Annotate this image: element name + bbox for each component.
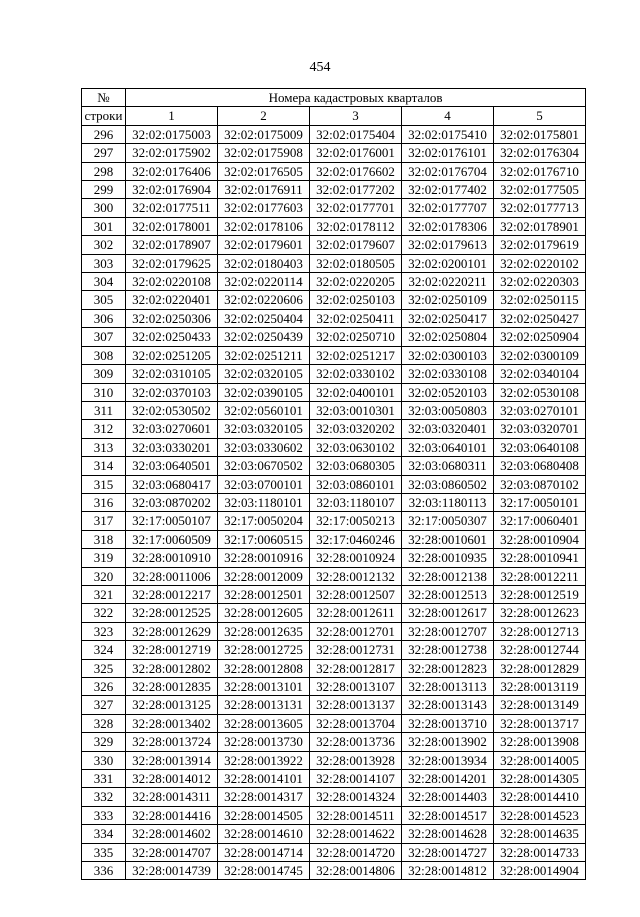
table-row [82, 217, 586, 235]
table-row [82, 696, 586, 714]
cadastral-number-cell: 32:03:0860502 [402, 475, 494, 493]
cadastral-number-cell: 32:28:0014101 [218, 770, 310, 788]
cadastral-number-cell: 32:28:0012623 [494, 604, 586, 622]
table-row [82, 457, 586, 475]
cadastral-number-cell: 32:02:0250417 [402, 309, 494, 327]
cadastral-number-cell: 32:02:0220211 [402, 273, 494, 291]
cadastral-number-cell: 32:02:0520103 [402, 383, 494, 401]
cadastral-number-cell: 32:02:0178112 [310, 217, 402, 235]
cadastral-number-cell: 32:28:0014511 [310, 806, 402, 824]
cadastral-number-cell: 32:02:0177402 [402, 181, 494, 199]
row-number-cell: 317 [82, 512, 126, 530]
row-number-cell: 310 [82, 383, 126, 401]
cadastral-number-cell: 32:28:0014201 [402, 770, 494, 788]
cadastral-number-cell: 32:28:0014745 [218, 862, 310, 880]
cadastral-number-cell: 32:02:0251211 [218, 346, 310, 364]
cadastral-number-cell: 32:28:0014107 [310, 770, 402, 788]
cadastral-number-cell: 32:17:0060515 [218, 530, 310, 548]
cadastral-number-cell: 32:17:0050204 [218, 512, 310, 530]
cadastral-number-cell: 32:28:0012713 [494, 622, 586, 640]
cadastral-number-cell: 32:28:0013934 [402, 751, 494, 769]
row-number-cell: 315 [82, 475, 126, 493]
table-row [82, 825, 586, 843]
row-number-cell: 298 [82, 162, 126, 180]
cadastral-number-cell: 32:03:0640108 [494, 438, 586, 456]
cadastral-number-cell: 32:02:0250710 [310, 328, 402, 346]
cadastral-number-cell: 32:03:0670502 [218, 457, 310, 475]
table-row [82, 714, 586, 732]
cadastral-number-cell: 32:28:0013131 [218, 696, 310, 714]
row-number-cell: 303 [82, 254, 126, 272]
cadastral-number-cell: 32:28:0013107 [310, 678, 402, 696]
table-row [82, 843, 586, 861]
cadastral-number-cell: 32:02:0176904 [126, 181, 218, 199]
cadastral-quarters-table [81, 88, 586, 880]
cadastral-number-cell: 32:03:0870202 [126, 493, 218, 511]
cadastral-number-cell: 32:28:0012808 [218, 659, 310, 677]
table-row [82, 199, 586, 217]
cadastral-number-cell: 32:02:0175003 [126, 125, 218, 143]
table-row [82, 751, 586, 769]
cadastral-number-cell: 32:02:0176406 [126, 162, 218, 180]
cadastral-number-cell: 32:28:0014635 [494, 825, 586, 843]
cadastral-number-cell: 32:28:0012701 [310, 622, 402, 640]
cadastral-number-cell: 32:28:0014324 [310, 788, 402, 806]
cadastral-number-cell: 32:28:0014305 [494, 770, 586, 788]
cadastral-number-cell: 32:28:0013914 [126, 751, 218, 769]
cadastral-number-cell: 32:03:0640501 [126, 457, 218, 475]
cadastral-number-cell: 32:28:0012725 [218, 641, 310, 659]
cadastral-number-cell: 32:28:0014904 [494, 862, 586, 880]
cadastral-number-cell: 32:28:0013908 [494, 733, 586, 751]
cadastral-number-cell: 32:28:0013710 [402, 714, 494, 732]
row-number-cell: 324 [82, 641, 126, 659]
cadastral-number-cell: 32:02:0330108 [402, 365, 494, 383]
table-row [82, 788, 586, 806]
column-number-header: 4 [402, 107, 494, 125]
cadastral-number-cell: 32:02:0177603 [218, 199, 310, 217]
cadastral-number-cell: 32:28:0014410 [494, 788, 586, 806]
cadastral-number-cell: 32:02:0178106 [218, 217, 310, 235]
row-number-cell: 319 [82, 549, 126, 567]
table-row [82, 733, 586, 751]
cadastral-number-cell: 32:28:0013149 [494, 696, 586, 714]
cadastral-number-cell: 32:02:0178907 [126, 236, 218, 254]
row-number-header-label: строки [82, 107, 126, 125]
cadastral-number-cell: 32:28:0014523 [494, 806, 586, 824]
cadastral-number-cell: 32:03:0320401 [402, 420, 494, 438]
cadastral-number-cell: 32:02:0179625 [126, 254, 218, 272]
row-number-cell: 305 [82, 291, 126, 309]
cadastral-number-cell: 32:28:0010601 [402, 530, 494, 548]
cadastral-number-cell: 32:28:0012132 [310, 567, 402, 585]
cadastral-number-cell: 32:02:0250427 [494, 309, 586, 327]
row-number-cell: 299 [82, 181, 126, 199]
cadastral-number-cell: 32:28:0012138 [402, 567, 494, 585]
row-number-cell: 306 [82, 309, 126, 327]
cadastral-number-cell: 32:28:0012525 [126, 604, 218, 622]
cadastral-number-cell: 32:28:0012211 [494, 567, 586, 585]
cadastral-number-cell: 32:02:0320105 [218, 365, 310, 383]
cadastral-number-cell: 32:28:0012744 [494, 641, 586, 659]
table-row [82, 622, 586, 640]
cadastral-number-cell: 32:28:0014628 [402, 825, 494, 843]
row-number-cell: 296 [82, 125, 126, 143]
cadastral-number-cell: 32:28:0014317 [218, 788, 310, 806]
cadastral-number-cell: 32:02:0530502 [126, 401, 218, 419]
cadastral-number-cell: 32:28:0012829 [494, 659, 586, 677]
cadastral-number-cell: 32:03:0320105 [218, 420, 310, 438]
cadastral-number-cell: 32:17:0060401 [494, 512, 586, 530]
cadastral-number-cell: 32:02:0390105 [218, 383, 310, 401]
cadastral-number-cell: 32:02:0250103 [310, 291, 402, 309]
cadastral-number-cell: 32:02:0175404 [310, 125, 402, 143]
cadastral-number-cell: 32:02:0177713 [494, 199, 586, 217]
table-row [82, 641, 586, 659]
cadastral-number-cell: 32:17:0050213 [310, 512, 402, 530]
cadastral-number-cell: 32:28:0012519 [494, 585, 586, 603]
cadastral-number-cell: 32:17:0050307 [402, 512, 494, 530]
cadastral-number-cell: 32:03:0330602 [218, 438, 310, 456]
cadastral-number-cell: 32:28:0011006 [126, 567, 218, 585]
cadastral-number-cell: 32:03:0320701 [494, 420, 586, 438]
column-number-header: 5 [494, 107, 586, 125]
cadastral-number-cell: 32:02:0176602 [310, 162, 402, 180]
cadastral-number-cell: 32:02:0180403 [218, 254, 310, 272]
cadastral-number-cell: 32:28:0010904 [494, 530, 586, 548]
cadastral-number-cell: 32:28:0014610 [218, 825, 310, 843]
row-number-header-symbol: № [82, 89, 126, 107]
cadastral-number-cell: 32:02:0176704 [402, 162, 494, 180]
cadastral-number-cell: 32:02:0176505 [218, 162, 310, 180]
cadastral-number-cell: 32:02:0179619 [494, 236, 586, 254]
cadastral-number-cell: 32:02:0178901 [494, 217, 586, 235]
row-number-cell: 332 [82, 788, 126, 806]
cadastral-number-cell: 32:28:0013730 [218, 733, 310, 751]
cadastral-number-cell: 32:28:0014714 [218, 843, 310, 861]
cadastral-number-cell: 32:02:0177505 [494, 181, 586, 199]
cadastral-number-cell: 32:28:0013724 [126, 733, 218, 751]
row-number-cell: 321 [82, 585, 126, 603]
cadastral-number-cell: 32:02:0200101 [402, 254, 494, 272]
row-number-cell: 323 [82, 622, 126, 640]
cadastral-number-cell: 32:28:0012629 [126, 622, 218, 640]
cadastral-number-cell: 32:28:0014517 [402, 806, 494, 824]
cadastral-number-cell: 32:02:0175801 [494, 125, 586, 143]
cadastral-numbers-header: Номера кадастровых кварталов [126, 89, 586, 107]
column-number-header: 1 [126, 107, 218, 125]
cadastral-number-cell: 32:28:0014739 [126, 862, 218, 880]
row-number-cell: 328 [82, 714, 126, 732]
column-number-header: 2 [218, 107, 310, 125]
cadastral-number-cell: 32:28:0013902 [402, 733, 494, 751]
cadastral-number-cell: 32:02:0178001 [126, 217, 218, 235]
table-row [82, 862, 586, 880]
cadastral-number-cell: 32:02:0178306 [402, 217, 494, 235]
cadastral-number-cell: 32:28:0012501 [218, 585, 310, 603]
table-row [82, 420, 586, 438]
cadastral-number-cell: 32:28:0012835 [126, 678, 218, 696]
cadastral-number-cell: 32:02:0251217 [310, 346, 402, 364]
cadastral-number-cell: 32:28:0012731 [310, 641, 402, 659]
cadastral-number-cell: 32:28:0014311 [126, 788, 218, 806]
cadastral-number-cell: 32:02:0220108 [126, 273, 218, 291]
cadastral-number-cell: 32:03:0320202 [310, 420, 402, 438]
table-row [82, 346, 586, 364]
cadastral-number-cell: 32:28:0013605 [218, 714, 310, 732]
cadastral-number-cell: 32:28:0010910 [126, 549, 218, 567]
row-number-cell: 307 [82, 328, 126, 346]
cadastral-number-cell: 32:02:0177707 [402, 199, 494, 217]
table-row [82, 144, 586, 162]
cadastral-number-cell: 32:03:0270601 [126, 420, 218, 438]
cadastral-number-cell: 32:28:0014416 [126, 806, 218, 824]
cadastral-number-cell: 32:28:0010935 [402, 549, 494, 567]
cadastral-number-cell: 32:03:0860101 [310, 475, 402, 493]
table-row [82, 530, 586, 548]
cadastral-number-cell: 32:28:0014622 [310, 825, 402, 843]
cadastral-number-cell: 32:28:0010916 [218, 549, 310, 567]
cadastral-number-cell: 32:28:0014602 [126, 825, 218, 843]
cadastral-number-cell: 32:02:0220102 [494, 254, 586, 272]
table-row [82, 273, 586, 291]
cadastral-number-cell: 32:02:0250306 [126, 309, 218, 327]
cadastral-number-cell: 32:02:0340104 [494, 365, 586, 383]
cadastral-number-cell: 32:02:0300109 [494, 346, 586, 364]
column-number-header: 3 [310, 107, 402, 125]
cadastral-number-cell: 32:28:0013119 [494, 678, 586, 696]
cadastral-number-cell: 32:02:0175410 [402, 125, 494, 143]
row-number-cell: 297 [82, 144, 126, 162]
table-header [82, 89, 586, 126]
row-number-cell: 331 [82, 770, 126, 788]
table-row [82, 125, 586, 143]
table-row [82, 585, 586, 603]
cadastral-number-cell: 32:03:0630102 [310, 438, 402, 456]
table-row [82, 567, 586, 585]
row-number-cell: 312 [82, 420, 126, 438]
table-row [82, 181, 586, 199]
cadastral-number-cell: 32:03:0870102 [494, 475, 586, 493]
cadastral-number-cell: 32:28:0012802 [126, 659, 218, 677]
cadastral-number-cell: 32:02:0560101 [218, 401, 310, 419]
table-row [82, 291, 586, 309]
cadastral-number-cell: 32:28:0014806 [310, 862, 402, 880]
cadastral-number-cell: 32:28:0014707 [126, 843, 218, 861]
cadastral-number-cell: 32:28:0012605 [218, 604, 310, 622]
cadastral-number-cell: 32:02:0250115 [494, 291, 586, 309]
cadastral-number-cell: 32:28:0014727 [402, 843, 494, 861]
cadastral-number-cell: 32:28:0010924 [310, 549, 402, 567]
cadastral-number-cell: 32:02:0250904 [494, 328, 586, 346]
table-row [82, 512, 586, 530]
cadastral-number-cell: 32:03:0270101 [494, 401, 586, 419]
table-row [82, 493, 586, 511]
cadastral-number-cell: 32:02:0250411 [310, 309, 402, 327]
table-body [82, 125, 586, 880]
cadastral-number-cell: 32:28:0013143 [402, 696, 494, 714]
row-number-cell: 325 [82, 659, 126, 677]
table-row [82, 678, 586, 696]
cadastral-number-cell: 32:28:0012617 [402, 604, 494, 622]
cadastral-number-cell: 32:03:0680408 [494, 457, 586, 475]
cadastral-number-cell: 32:02:0250404 [218, 309, 310, 327]
cadastral-number-cell: 32:02:0310105 [126, 365, 218, 383]
table-row [82, 604, 586, 622]
cadastral-number-cell: 32:17:0050101 [494, 493, 586, 511]
cadastral-number-cell: 32:02:0300103 [402, 346, 494, 364]
row-number-cell: 313 [82, 438, 126, 456]
cadastral-number-cell: 32:28:0012738 [402, 641, 494, 659]
cadastral-number-cell: 32:28:0014505 [218, 806, 310, 824]
row-number-cell: 333 [82, 806, 126, 824]
cadastral-number-cell: 32:02:0176304 [494, 144, 586, 162]
cadastral-number-cell: 32:03:0700101 [218, 475, 310, 493]
row-number-cell: 302 [82, 236, 126, 254]
cadastral-number-cell: 32:28:0014720 [310, 843, 402, 861]
row-number-cell: 336 [82, 862, 126, 880]
cadastral-number-cell: 32:02:0177202 [310, 181, 402, 199]
cadastral-number-cell: 32:02:0179601 [218, 236, 310, 254]
cadastral-number-cell: 32:17:0060509 [126, 530, 218, 548]
cadastral-number-cell: 32:02:0177511 [126, 199, 218, 217]
cadastral-number-cell: 32:02:0220303 [494, 273, 586, 291]
table-row [82, 806, 586, 824]
cadastral-number-cell: 32:28:0010941 [494, 549, 586, 567]
cadastral-number-cell: 32:28:0012217 [126, 585, 218, 603]
cadastral-number-cell: 32:28:0012635 [218, 622, 310, 640]
row-number-cell: 300 [82, 199, 126, 217]
cadastral-number-cell: 32:28:0014005 [494, 751, 586, 769]
row-number-cell: 318 [82, 530, 126, 548]
table-row [82, 365, 586, 383]
cadastral-number-cell: 32:03:0680417 [126, 475, 218, 493]
row-number-cell: 308 [82, 346, 126, 364]
cadastral-number-cell: 32:28:0013101 [218, 678, 310, 696]
cadastral-number-cell: 32:28:0014403 [402, 788, 494, 806]
row-number-cell: 334 [82, 825, 126, 843]
cadastral-number-cell: 32:03:0010301 [310, 401, 402, 419]
page-number: 454 [309, 60, 331, 75]
row-number-cell: 327 [82, 696, 126, 714]
cadastral-number-cell: 32:03:1180101 [218, 493, 310, 511]
cadastral-number-cell: 32:03:1180113 [402, 493, 494, 511]
cadastral-number-cell: 32:03:1180107 [310, 493, 402, 511]
cadastral-number-cell: 32:28:0014812 [402, 862, 494, 880]
cadastral-number-cell: 32:02:0175902 [126, 144, 218, 162]
cadastral-number-cell: 32:28:0012507 [310, 585, 402, 603]
cadastral-number-cell: 32:02:0251205 [126, 346, 218, 364]
cadastral-number-cell: 32:02:0330102 [310, 365, 402, 383]
cadastral-number-cell: 32:02:0176911 [218, 181, 310, 199]
cadastral-number-cell: 32:02:0530108 [494, 383, 586, 401]
table-row [82, 254, 586, 272]
cadastral-number-cell: 32:02:0250433 [126, 328, 218, 346]
cadastral-number-cell: 32:02:0176101 [402, 144, 494, 162]
cadastral-number-cell: 32:03:0680311 [402, 457, 494, 475]
cadastral-number-cell: 32:17:0050107 [126, 512, 218, 530]
row-number-cell: 322 [82, 604, 126, 622]
cadastral-number-cell: 32:02:0400101 [310, 383, 402, 401]
table-row [82, 236, 586, 254]
row-number-cell: 329 [82, 733, 126, 751]
cadastral-number-cell: 32:02:0220606 [218, 291, 310, 309]
cadastral-number-cell: 32:28:0013928 [310, 751, 402, 769]
cadastral-number-cell: 32:28:0013402 [126, 714, 218, 732]
cadastral-number-cell: 32:02:0370103 [126, 383, 218, 401]
cadastral-number-cell: 32:02:0177701 [310, 199, 402, 217]
row-number-cell: 335 [82, 843, 126, 861]
cadastral-number-cell: 32:28:0014733 [494, 843, 586, 861]
cadastral-number-cell: 32:28:0013125 [126, 696, 218, 714]
cadastral-number-cell: 32:28:0013717 [494, 714, 586, 732]
cadastral-number-cell: 32:02:0179607 [310, 236, 402, 254]
table-row [82, 549, 586, 567]
cadastral-number-cell: 32:02:0250439 [218, 328, 310, 346]
table-row [82, 328, 586, 346]
cadastral-number-cell: 32:02:0220114 [218, 273, 310, 291]
cadastral-number-cell: 32:02:0220401 [126, 291, 218, 309]
cadastral-number-cell: 32:02:0175908 [218, 144, 310, 162]
cadastral-number-cell: 32:03:0050803 [402, 401, 494, 419]
row-number-cell: 314 [82, 457, 126, 475]
cadastral-number-cell: 32:28:0012817 [310, 659, 402, 677]
cadastral-number-cell: 32:03:0640101 [402, 438, 494, 456]
cadastral-number-cell: 32:03:0680305 [310, 457, 402, 475]
cadastral-number-cell: 32:02:0175009 [218, 125, 310, 143]
cadastral-number-cell: 32:02:0220205 [310, 273, 402, 291]
cadastral-number-cell: 32:17:0460246 [310, 530, 402, 548]
table-row [82, 475, 586, 493]
table-row [82, 438, 586, 456]
table-row [82, 401, 586, 419]
cadastral-number-cell: 32:03:0330201 [126, 438, 218, 456]
cadastral-number-cell: 32:28:0012009 [218, 567, 310, 585]
cadastral-number-cell: 32:28:0012513 [402, 585, 494, 603]
cadastral-number-cell: 32:28:0013922 [218, 751, 310, 769]
cadastral-number-cell: 32:28:0013736 [310, 733, 402, 751]
table-row [82, 659, 586, 677]
row-number-cell: 304 [82, 273, 126, 291]
row-number-cell: 330 [82, 751, 126, 769]
cadastral-number-cell: 32:28:0013704 [310, 714, 402, 732]
row-number-cell: 301 [82, 217, 126, 235]
cadastral-number-cell: 32:28:0012719 [126, 641, 218, 659]
table-row [82, 770, 586, 788]
row-number-cell: 320 [82, 567, 126, 585]
cadastral-number-cell: 32:28:0013137 [310, 696, 402, 714]
cadastral-number-cell: 32:28:0012611 [310, 604, 402, 622]
cadastral-number-cell: 32:02:0176710 [494, 162, 586, 180]
row-number-cell: 316 [82, 493, 126, 511]
cadastral-number-cell: 32:02:0250109 [402, 291, 494, 309]
table-row [82, 162, 586, 180]
cadastral-number-cell: 32:02:0176001 [310, 144, 402, 162]
cadastral-number-cell: 32:28:0014012 [126, 770, 218, 788]
row-number-cell: 309 [82, 365, 126, 383]
cadastral-number-cell: 32:28:0013113 [402, 678, 494, 696]
cadastral-number-cell: 32:28:0012707 [402, 622, 494, 640]
cadastral-number-cell: 32:02:0250804 [402, 328, 494, 346]
table-row [82, 309, 586, 327]
row-number-cell: 311 [82, 401, 126, 419]
cadastral-number-cell: 32:28:0012823 [402, 659, 494, 677]
row-number-cell: 326 [82, 678, 126, 696]
table-row [82, 383, 586, 401]
cadastral-number-cell: 32:02:0180505 [310, 254, 402, 272]
cadastral-number-cell: 32:02:0179613 [402, 236, 494, 254]
